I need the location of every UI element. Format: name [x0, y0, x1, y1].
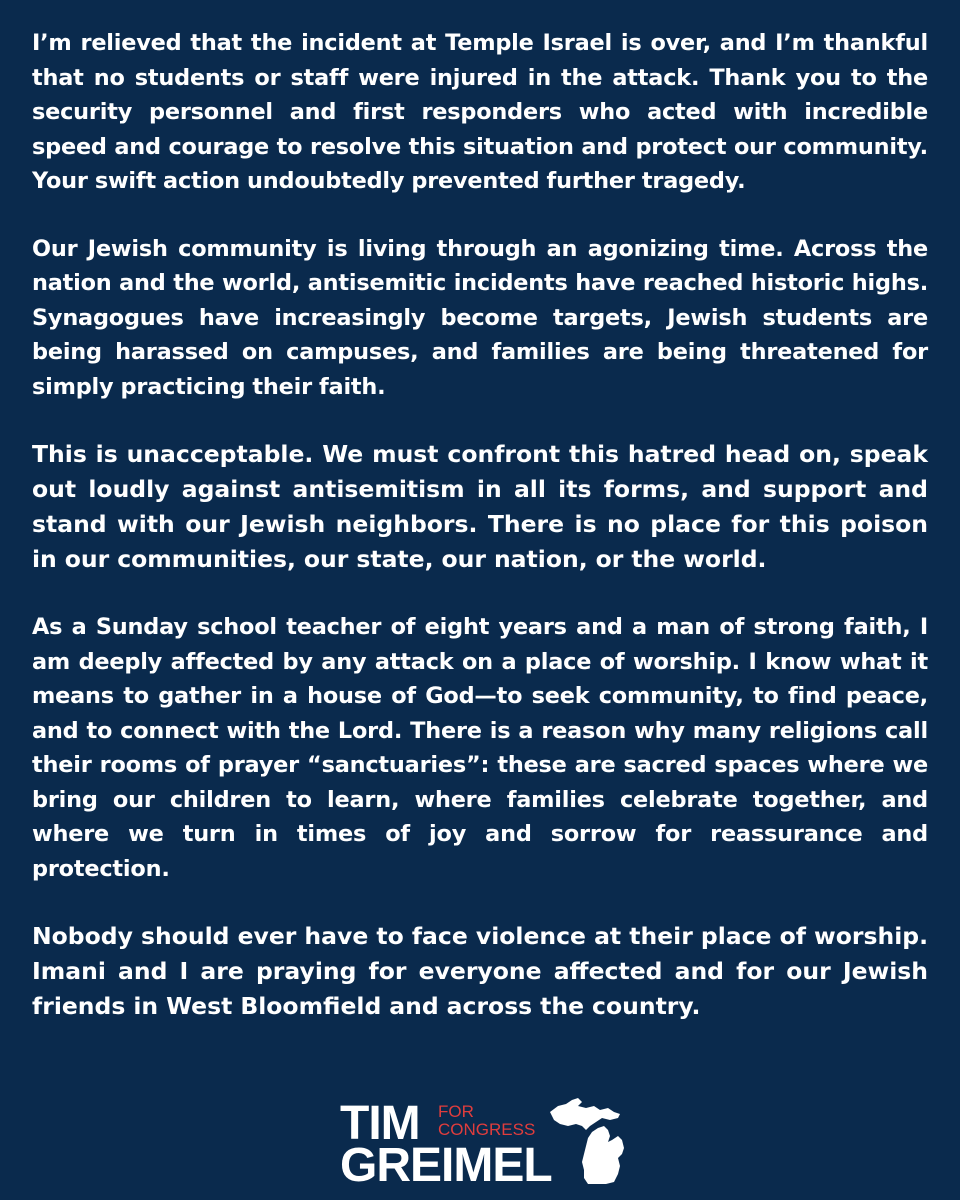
logo-last-name: GREIMEL — [340, 1139, 552, 1192]
michigan-state-icon — [548, 1096, 634, 1188]
logo-first-name: TIM — [340, 1097, 420, 1150]
campaign-logo — [340, 1096, 630, 1192]
paragraph-jewish-community: Our Jewish community is living through an agonizing time. Across the nation and the world, antisemitic incidents have reached historic highs. Synagogues have increasingly become targets, Jewish students are being harassed on campuses, and families are being threatened for simply practicing their faith. — [32, 235, 928, 400]
logo-for-text: FOR — [438, 1102, 474, 1121]
paragraph-faith: As a Sunday school teacher of eight years and a man of strong faith, I am deeply affected by any attack on a place of worship. I know what it means to gather in a house of God—to seek community, to find peace, and to connect with the Lord. There is a reason why many religions call their rooms of prayer “sanctuaries”: these are sacred spaces where we bring our children to learn, where families celebrate together, and where we turn in times of joy and sorrow for reassurance and protection. — [32, 614, 928, 882]
statement-body — [32, 26, 928, 1024]
logo-office-text: CONGRESS — [438, 1120, 536, 1139]
paragraph-unacceptable: This is unacceptable. We must confront this hatred head on, speak out loudly against antisemitism in all its forms, and support and stand with our Jewish neighbors. There is no place for this poison in our communities, our state, our nation, or the world. — [32, 440, 928, 573]
paragraph-prayers: Nobody should ever have to face violence at their place of worship. Imani and I are praying for everyone affected and for our Jewish friends in West Bloomfield and across the country. — [32, 922, 928, 1020]
paragraph-relief: I’m relieved that the incident at Temple Israel is over, and I’m thankful that no students or staff were injured in the attack. Thank you to the security personnel and first responders who acted with incredible speed and courage to resolve this situation and protect our community. Your swift action undoubtedly prevented further tragedy. — [32, 30, 928, 194]
